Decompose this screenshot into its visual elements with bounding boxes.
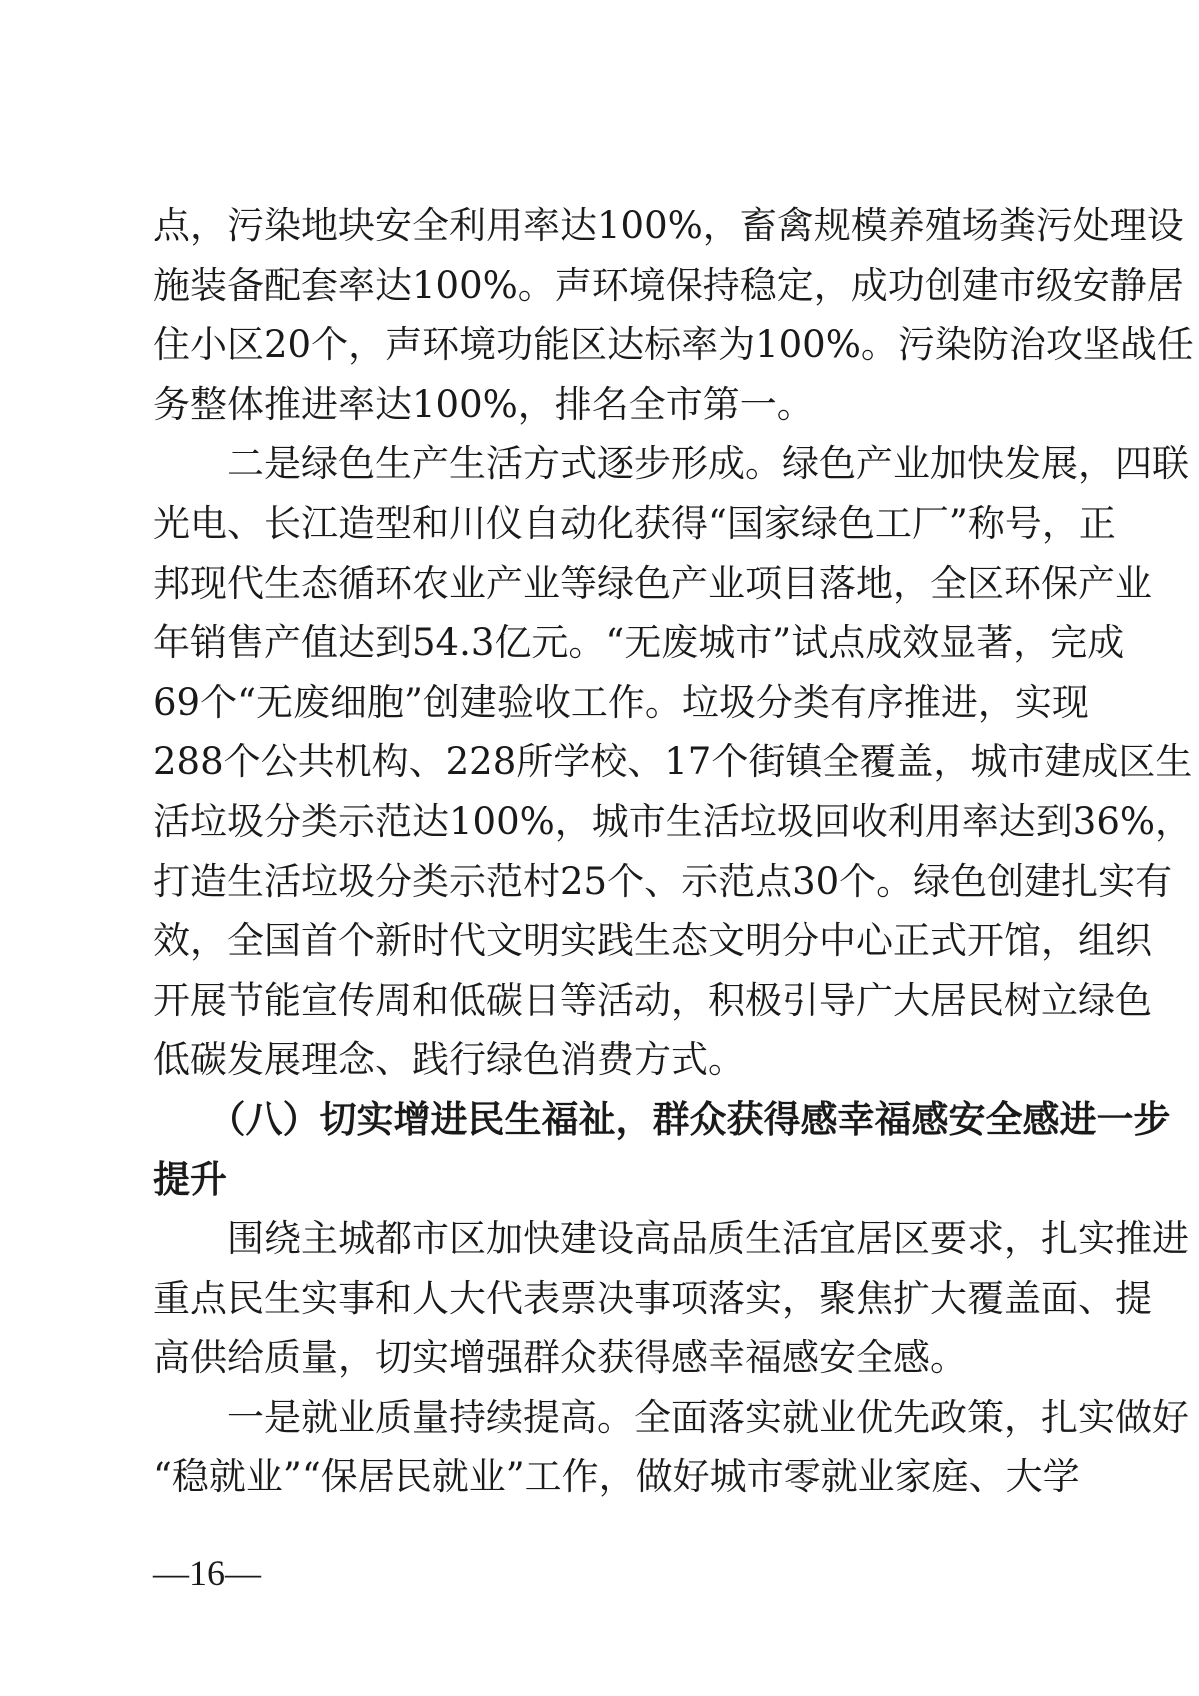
text-line: 邦现代生态循环农业产业等绿色产业项目落地，全区环保产业 xyxy=(153,561,1152,605)
text-line: 务整体推进率达100%，排名全市第一。 xyxy=(153,382,814,426)
text-line: 重点民生实事和人大代表票决事项落实，聚焦扩大覆盖面、提 xyxy=(153,1276,1152,1320)
text-line: 施装备配套率达100%。声环境保持稳定，成功创建市级安静居 xyxy=(153,263,1184,307)
text-line: 高供给质量，切实增强群众获得感幸福感安全感。 xyxy=(153,1336,967,1380)
text-line: 69个“无废细胞”创建验收工作。垃圾分类有序推进，实现 xyxy=(153,680,1089,724)
text-line: 二是绿色生产生活方式逐步形成。绿色产业加快发展，四联 xyxy=(153,442,1189,486)
text-line: 288个公共机构、228所学校、17个街镇全覆盖，城市建成区生 xyxy=(153,740,1193,784)
text-line: 住小区20个，声环境功能区达标率为100%。污染防治攻坚战任 xyxy=(153,323,1194,367)
text-line: “稳就业”“保居民就业”工作，做好城市零就业家庭、大学 xyxy=(153,1455,1080,1499)
text-line: 低碳发展理念、践行绿色消费方式。 xyxy=(153,1038,745,1082)
text-line: 年销售产值达到54.3亿元。“无废城市”试点成效显著，完成 xyxy=(153,621,1125,665)
page-number: —16— xyxy=(153,1553,261,1593)
section-heading-line: 提升 xyxy=(153,1156,227,1201)
text-line: 点，污染地块安全利用率达100%，畜禽规模养殖场粪污处理设 xyxy=(153,204,1184,247)
text-line: 围绕主城都市区加快建设高品质生活宜居区要求，扎实推进 xyxy=(153,1217,1189,1261)
text-line: 一是就业质量持续提高。全面落实就业优先政策，扎实做好 xyxy=(153,1395,1189,1439)
body-text xyxy=(153,196,1194,1507)
text-line: 开展节能宣传周和低碳日等活动，积极引导广大居民树立绿色 xyxy=(153,978,1152,1022)
text-line: 效，全国首个新时代文明实践生态文明分中心正式开馆，组织 xyxy=(153,919,1152,963)
text-line: 活垃圾分类示范达100%，城市生活垃圾回收利用率达到36%， xyxy=(153,799,1193,843)
text-line: 打造生活垃圾分类示范村25个、示范点30个。绿色创建扎实有 xyxy=(153,859,1173,903)
section-heading-line: （八）切实增进民生福祉，群众获得感幸福感安全感进一步 xyxy=(153,1096,1171,1141)
text-line: 光电、长江造型和川仪自动化获得“国家绿色工厂”称号，正 xyxy=(153,501,1116,545)
